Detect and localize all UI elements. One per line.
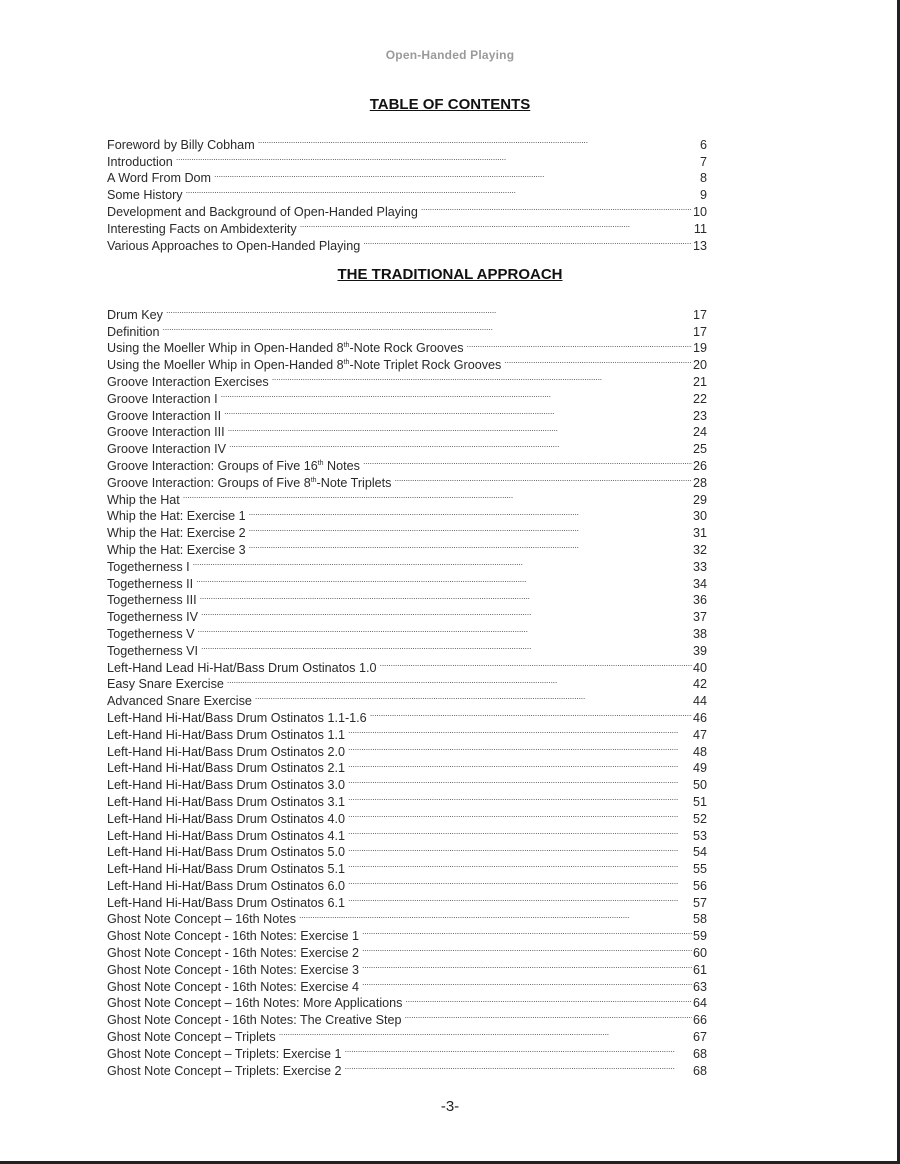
dot-leader	[228, 420, 692, 437]
toc-entry-page: 60	[692, 946, 707, 961]
toc-entry-title: Ghost Note Concept - 16th Notes: Exercise 4	[107, 979, 359, 994]
toc-entry[interactable]	[107, 199, 707, 219]
toc-entry-title: Ghost Note Concept - 16th Notes: Exercise 3	[107, 962, 359, 977]
toc-entry[interactable]	[107, 319, 707, 339]
dot-leader	[370, 705, 692, 722]
toc-entry-page: 19	[692, 341, 707, 356]
dot-leader	[421, 199, 692, 216]
dot-leader	[200, 588, 692, 605]
toc-entry-page: 17	[692, 307, 707, 322]
dot-leader	[345, 1058, 692, 1075]
running-header: Open-Handed Playing	[385, 48, 515, 62]
toc-entry-page: 30	[692, 509, 707, 524]
toc-entry-title: Groove Interaction I	[107, 391, 218, 406]
toc-entry-title: Left-Hand Hi-Hat/Bass Drum Ostinatos 4.0	[107, 811, 345, 826]
ordinal-suffix: th	[317, 459, 324, 467]
toc-entry-title: Left-Hand Hi-Hat/Bass Drum Ostinatos 1.1-1.6	[107, 710, 367, 725]
toc-entry[interactable]	[107, 182, 707, 203]
dot-leader	[255, 688, 692, 705]
dot-leader	[504, 352, 692, 369]
toc-entry-title: Ghost Note Concept – Triplets: Exercise 1	[107, 1046, 342, 1061]
dot-leader	[363, 453, 692, 470]
toc-entry-title: Interesting Facts on Ambidexterity	[107, 221, 297, 236]
dot-leader	[193, 554, 692, 571]
toc-entry[interactable]	[107, 149, 707, 169]
toc-entry-title: Left-Hand Hi-Hat/Bass Drum Ostinatos 4.1	[107, 828, 345, 843]
toc-entry[interactable]	[107, 132, 707, 152]
dot-leader	[163, 319, 692, 336]
toc-entry-page: 33	[692, 559, 707, 574]
dot-leader	[348, 756, 692, 773]
dot-leader	[198, 621, 692, 638]
dot-leader	[380, 655, 692, 672]
toc-entry-title: Using the Moeller Whip in Open-Handed 8th-Note Triplet Rock Grooves	[107, 358, 502, 373]
toc-entry-title: A Word From Dom	[107, 171, 212, 186]
toc-entry-page: 49	[692, 761, 707, 776]
dot-leader	[249, 520, 692, 537]
toc-entry-title: Left-Hand Lead Hi-Hat/Bass Drum Ostinatos 1.0	[107, 660, 377, 675]
toc-entry-title: Togetherness III	[107, 593, 197, 608]
toc-entry-page: 58	[692, 912, 707, 927]
dot-leader	[362, 940, 692, 957]
toc-entry-title: Left-Hand Hi-Hat/Bass Drum Ostinatos 2.0	[107, 744, 345, 759]
dot-leader	[405, 991, 692, 1008]
toc-entry[interactable]	[107, 554, 707, 574]
toc-entry-page: 9	[699, 188, 707, 203]
toc-entry-page: 6	[699, 137, 707, 152]
toc-entry-page: 46	[692, 710, 707, 725]
dot-leader	[348, 840, 692, 857]
toc-list-contents	[107, 132, 707, 253]
ordinal-suffix: th	[343, 359, 350, 367]
toc-entry-title: Using the Moeller Whip in Open-Handed 8th-Note Rock Grooves	[107, 341, 464, 356]
dot-leader	[224, 403, 692, 420]
toc-entry-title: Left-Hand Hi-Hat/Bass Drum Ostinatos 5.1	[107, 862, 345, 877]
toc-entry-page: 51	[692, 794, 707, 809]
dot-leader	[467, 336, 692, 353]
toc-entry-title: Left-Hand Hi-Hat/Bass Drum Ostinatos 3.1	[107, 794, 345, 809]
dot-leader	[348, 890, 692, 907]
toc-entry-page: 68	[692, 1063, 707, 1078]
toc-entry-title: Ghost Note Concept - 16th Notes: Exercise 2	[107, 946, 359, 961]
toc-entry-title: Drum Key	[107, 307, 163, 322]
toc-entry-title: Introduction	[107, 154, 173, 169]
dot-leader	[348, 789, 692, 806]
dot-leader	[186, 182, 692, 199]
toc-entry-page: 7	[699, 154, 707, 169]
dot-leader	[348, 823, 692, 840]
toc-entry-page: 34	[692, 576, 707, 591]
toc-entry-title: Left-Hand Hi-Hat/Bass Drum Ostinatos 3.0	[107, 778, 345, 793]
toc-entry-page: 38	[692, 626, 707, 641]
toc-list-traditional	[107, 302, 707, 1078]
toc-entry-title: Groove Interaction II	[107, 408, 222, 423]
toc-entry-title: Easy Snare Exercise	[107, 677, 224, 692]
dot-leader	[348, 739, 692, 756]
dot-leader	[348, 806, 692, 823]
dot-leader	[348, 772, 692, 789]
toc-entry-page: 40	[692, 660, 707, 675]
dot-leader	[300, 216, 692, 233]
toc-entry[interactable]	[107, 588, 707, 608]
dot-leader	[176, 149, 692, 166]
dot-leader	[279, 1024, 692, 1041]
dot-leader	[362, 923, 692, 940]
dot-leader	[362, 957, 692, 974]
toc-entry-title: Togetherness VI	[107, 643, 199, 658]
toc-entry-page: 20	[692, 358, 707, 373]
toc-entry-page: 11	[693, 221, 707, 236]
toc-entry-title: Togetherness V	[107, 626, 195, 641]
toc-entry-title: Ghost Note Concept – Triplets: Exercise 2	[107, 1063, 342, 1078]
toc-entry-title: Some History	[107, 188, 183, 203]
toc-entry[interactable]	[107, 336, 707, 356]
toc-entry-title: Groove Interaction III	[107, 425, 225, 440]
dot-leader	[394, 470, 692, 487]
toc-entry-page: 42	[692, 677, 707, 692]
ordinal-suffix: th	[343, 342, 350, 350]
dot-leader	[249, 504, 692, 521]
toc-entry-page: 26	[692, 458, 707, 473]
toc-entry-title: Groove Interaction IV	[107, 442, 227, 457]
toc-entry-page: 67	[692, 1030, 707, 1045]
toc-entry-title: Definition	[107, 324, 160, 339]
toc-entry-title: Togetherness II	[107, 576, 194, 591]
toc-heading: TABLE OF CONTENTS	[369, 96, 531, 113]
toc-entry-page: 56	[692, 878, 707, 893]
dot-leader	[214, 166, 692, 183]
toc-entry-title: Groove Interaction: Groups of Five 16th Notes	[107, 458, 360, 473]
toc-entry-page: 39	[692, 643, 707, 658]
toc-entry-title: Advanced Snare Exercise	[107, 694, 252, 709]
toc-entry-page: 57	[692, 895, 707, 910]
toc-entry-page: 48	[692, 744, 707, 759]
dot-leader	[348, 856, 692, 873]
toc-entry-title: Left-Hand Hi-Hat/Bass Drum Ostinatos 5.0	[107, 845, 345, 860]
toc-entry-page: 55	[692, 862, 707, 877]
toc-entry[interactable]	[107, 487, 707, 507]
toc-entry-page: 8	[699, 171, 707, 186]
toc-entry-page: 25	[692, 442, 707, 457]
toc-entry-title: Ghost Note Concept – Triplets	[107, 1030, 276, 1045]
dot-leader	[221, 386, 692, 403]
toc-entry-page: 29	[692, 492, 707, 507]
dot-leader	[249, 537, 692, 554]
toc-entry-page: 59	[692, 929, 707, 944]
toc-entry-title: Whip the Hat: Exercise 3	[107, 542, 246, 557]
toc-entry-page: 52	[692, 811, 707, 826]
toc-entry-title: Ghost Note Concept - 16th Notes: Exercise 1	[107, 929, 359, 944]
toc-entry[interactable]	[107, 621, 707, 641]
dot-leader	[227, 672, 692, 689]
ordinal-suffix: th	[310, 476, 317, 484]
toc-entry-title: Whip the Hat: Exercise 1	[107, 509, 246, 524]
dot-leader	[345, 1041, 692, 1058]
toc-entry-page: 31	[692, 526, 707, 541]
dot-leader	[348, 722, 692, 739]
toc-entry-title: Left-Hand Hi-Hat/Bass Drum Ostinatos 6.0	[107, 878, 345, 893]
toc-entry-page: 63	[692, 979, 707, 994]
toc-entry-title: Left-Hand Hi-Hat/Bass Drum Ostinatos 6.1	[107, 895, 345, 910]
toc-entry[interactable]	[107, 302, 707, 322]
toc-entry-title: Left-Hand Hi-Hat/Bass Drum Ostinatos 1.1	[107, 727, 345, 742]
toc-entry-page: 54	[692, 845, 707, 860]
toc-entry-page: 47	[692, 727, 707, 742]
toc-entry-title: Groove Interaction Exercises	[107, 374, 269, 389]
toc-entry-page: 50	[692, 778, 707, 793]
toc-entry-title: Development and Background of Open-Handed Playing	[107, 204, 418, 219]
dot-leader	[272, 369, 692, 386]
toc-entry-page: 66	[692, 1013, 707, 1028]
toc-entry-title: Left-Hand Hi-Hat/Bass Drum Ostinatos 2.1	[107, 761, 345, 776]
toc-entry-title: Various Approaches to Open-Handed Playing	[107, 238, 361, 253]
toc-entry-page: 64	[692, 996, 707, 1011]
toc-entry-page: 17	[692, 324, 707, 339]
toc-entry-page: 61	[692, 962, 707, 977]
toc-entry-page: 53	[692, 828, 707, 843]
toc-entry-title: Togetherness IV	[107, 610, 199, 625]
toc-entry-page: 37	[692, 610, 707, 625]
toc-entry-page: 36	[692, 593, 707, 608]
dot-leader	[183, 487, 692, 504]
toc-entry-page: 44	[692, 694, 707, 709]
toc-entry[interactable]	[107, 504, 707, 524]
toc-entry-title: Ghost Note Concept – 16th Notes	[107, 912, 297, 927]
dot-leader	[196, 571, 692, 588]
toc-entry[interactable]	[107, 166, 707, 186]
toc-entry-title: Groove Interaction: Groups of Five 8th-Note Triplets	[107, 475, 392, 490]
toc-entry-title: Whip the Hat: Exercise 2	[107, 526, 246, 541]
toc-entry-page: 23	[692, 408, 707, 423]
dot-leader	[404, 1007, 692, 1024]
dot-leader	[299, 907, 692, 924]
dot-leader	[363, 233, 692, 250]
dot-leader	[166, 302, 692, 319]
toc-entry-page: 24	[692, 425, 707, 440]
toc-entry-page: 32	[692, 542, 707, 557]
dot-leader	[201, 604, 692, 621]
dot-leader	[229, 436, 692, 453]
toc-entry-title: Ghost Note Concept – 16th Notes: More Applications	[107, 996, 403, 1011]
toc-entry[interactable]	[107, 571, 707, 591]
toc-entry-title: Whip the Hat	[107, 492, 180, 507]
toc-entry-page: 10	[692, 204, 707, 219]
toc-entry-title: Togetherness I	[107, 559, 190, 574]
page-number: -3-	[440, 1098, 460, 1115]
dot-leader	[362, 974, 692, 991]
toc-entry-page: 68	[692, 1046, 707, 1061]
dot-leader	[348, 873, 692, 890]
traditional-approach-heading: THE TRADITIONAL APPROACH	[337, 266, 563, 283]
toc-entry-page: 13	[692, 238, 707, 253]
toc-entry-title: Foreword by Billy Cobham	[107, 137, 255, 152]
toc-entry-page: 21	[692, 374, 707, 389]
toc-entry-title: Ghost Note Concept - 16th Notes: The Creative Step	[107, 1013, 402, 1028]
toc-entry-page: 28	[692, 475, 707, 490]
toc-entry-page: 22	[692, 391, 707, 406]
dot-leader	[258, 132, 692, 149]
dot-leader	[201, 638, 692, 655]
